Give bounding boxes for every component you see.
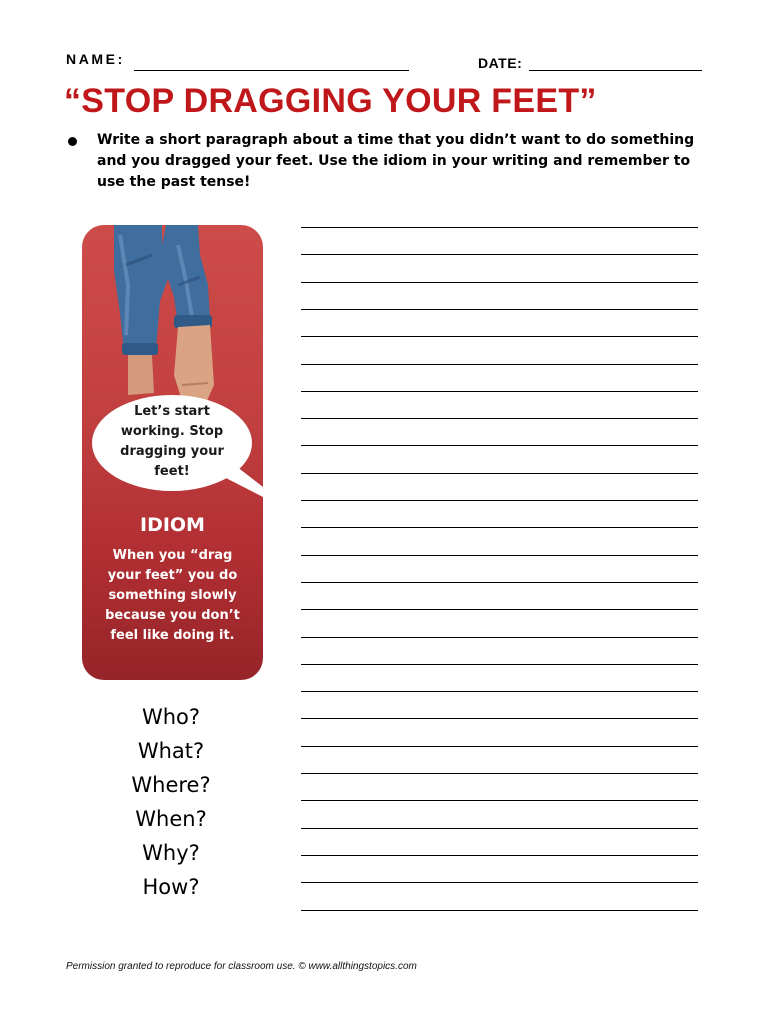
writing-line[interactable] [301, 609, 698, 610]
worksheet-title: “STOP DRAGGING YOUR FEET” [64, 82, 597, 120]
question-where: Where? [131, 773, 211, 797]
writing-line[interactable] [301, 555, 698, 556]
writing-line[interactable] [301, 800, 698, 801]
writing-line[interactable] [301, 637, 698, 638]
writing-line[interactable] [301, 418, 698, 419]
writing-line[interactable] [301, 445, 698, 446]
idiom-heading: IDIOM [140, 514, 205, 536]
name-label: NAME: [66, 51, 125, 67]
writing-line[interactable] [301, 500, 698, 501]
writing-line[interactable] [301, 527, 698, 528]
writing-line[interactable] [301, 254, 698, 255]
writing-line[interactable] [301, 773, 698, 774]
writing-line[interactable] [301, 473, 698, 474]
writing-line[interactable] [301, 855, 698, 856]
writing-line[interactable] [301, 582, 698, 583]
writing-line[interactable] [301, 282, 698, 283]
idiom-definition: When you “drag your feet” you do something slowly because you don’t feel like doing it. [105, 548, 240, 643]
question-who: Who? [141, 705, 201, 729]
date-label: DATE: [478, 55, 523, 71]
writing-line[interactable] [301, 746, 698, 747]
writing-line[interactable] [301, 227, 698, 228]
question-what: What? [137, 739, 205, 763]
writing-line[interactable] [301, 364, 698, 365]
writing-line[interactable] [301, 664, 698, 665]
writing-line[interactable] [301, 691, 698, 692]
writing-line[interactable] [301, 882, 698, 883]
writing-line[interactable] [301, 309, 698, 310]
writing-line[interactable] [301, 910, 698, 911]
question-how: How? [142, 875, 200, 899]
bullet-icon [68, 137, 77, 146]
writing-line[interactable] [301, 391, 698, 392]
writing-line[interactable] [301, 336, 698, 337]
footer-permission: Permission granted to reproduce for classroom use. © www.allthingstopics.com [66, 961, 417, 972]
writing-line[interactable] [301, 718, 698, 719]
question-why: Why? [142, 841, 200, 865]
question-prompts [86, 700, 256, 904]
writing-area [301, 0, 698, 1024]
question-when: When? [135, 807, 207, 831]
writing-line[interactable] [301, 828, 698, 829]
speech-bubble-text: Let’s start working. Stop dragging your feet! [120, 404, 224, 479]
instructions-text: Write a short paragraph about a time that you didn’t want to do something and you dragged your feet. Use the idiom in your writing and remember to use the past tense! [97, 132, 695, 190]
